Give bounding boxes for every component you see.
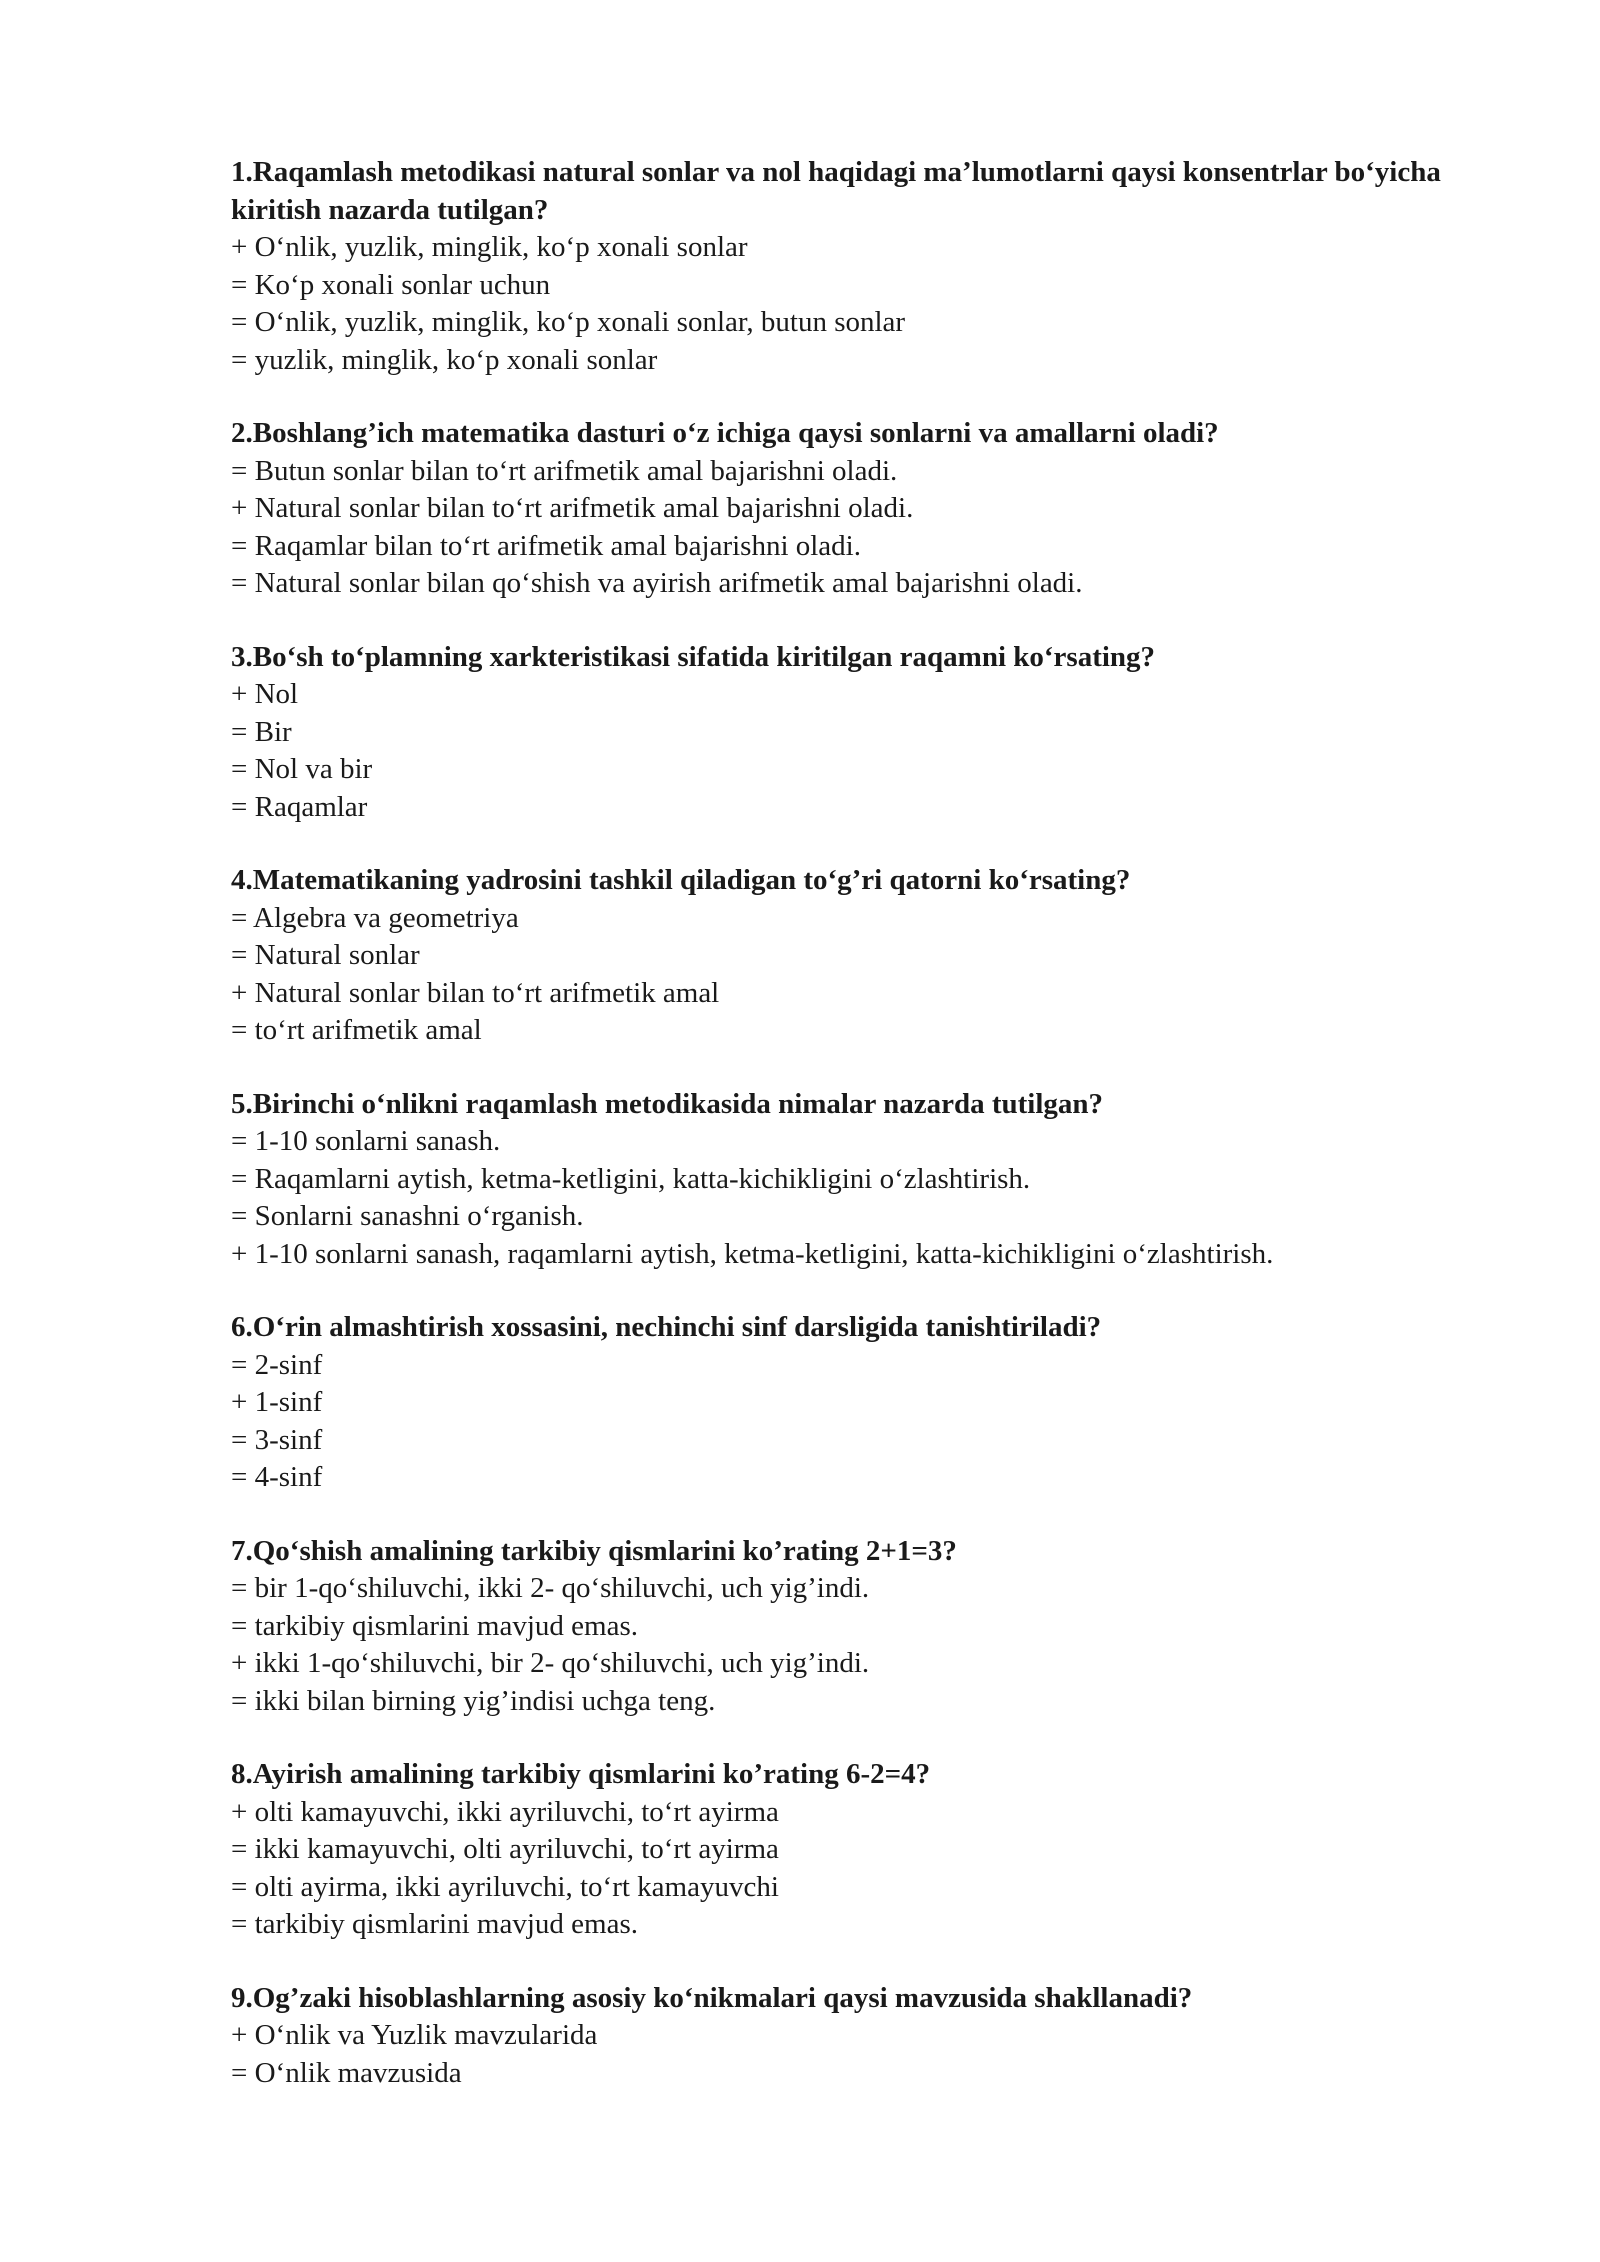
question-5 [231,1086,1471,1274]
answer-option: = Nol va bir [231,753,373,785]
answer-option: = olti ayirma, ikki ayriluvchi, to‘rt kamayuvchi [231,1870,779,1903]
answer-list [231,1570,1471,1720]
question-8 [231,1756,1471,1944]
answer-option: + Natural sonlar bilan to‘rt arifmetik amal [231,976,720,1009]
answer-option: = Raqamlarni aytish, ketma-ketligini, katta-kichikligini o‘zlashtirish. [231,1162,1031,1195]
answer-option: = to‘rt arifmetik amal [231,1014,482,1046]
answer-option: = 3-sinf [231,1423,323,1456]
question-2 [231,415,1471,603]
question-title: 9.Og’zaki hisoblashlarning asosiy ko‘nikmalari qaysi mavzusida shakllanadi? [231,1981,1193,2014]
answer-list [231,229,1471,379]
answer-option: = ikki kamayuvchi, olti ayriluvchi, to‘rt ayirma [231,1833,779,1865]
answer-list [231,1347,1471,1497]
answer-option: = 4-sinf [231,1461,323,1493]
question-6 [231,1309,1471,1497]
answer-option: = tarkibiy qismlarini mavjud emas. [231,1908,638,1940]
answer-option: + O‘nlik, yuzlik, minglik, ko‘p xonali sonlar [231,231,748,263]
question-title: 1.Raqamlash metodikasi natural sonlar va nol haqidagi ma’lumotlarni qaysi konsentrlar bo‘yicha kiritish nazarda tutilgan? [231,156,1441,226]
answer-list [231,2017,1471,2092]
answer-option: = Butun sonlar bilan to‘rt arifmetik amal bajarishni oladi. [231,454,898,487]
answer-option: = bir 1-qo‘shiluvchi, ikki 2- qo‘shiluvchi, uch yig’indi. [231,1572,870,1604]
question-title: 6.O‘rin almashtirish xossasini, nechinchi sinf darsligida tanishtiriladi? [231,1311,1102,1343]
answer-option: = 1-10 sonlarni sanash. [231,1125,501,1157]
question-4 [231,862,1471,1050]
answer-option: = tarkibiy qismlarini mavjud emas. [231,1609,638,1642]
question-title: 5.Birinchi o‘nlikni raqamlash metodikasida nimalar nazarda tutilgan? [231,1087,1104,1120]
answer-option: + 1-10 sonlarni sanash, raqamlarni aytish, ketma-ketligini, katta-kichikligini o‘zlashtirish. [231,1237,1274,1270]
answer-option: = Raqamlar bilan to‘rt arifmetik amal bajarishni oladi. [231,529,861,562]
answer-option: = ikki bilan birning yig’indisi uchga teng. [231,1684,716,1717]
answer-option: + Natural sonlar bilan to‘rt arifmetik amal bajarishni oladi. [231,492,914,524]
question-3 [231,639,1471,827]
answer-option: = Natural sonlar [231,939,420,971]
question-title: 2.Boshlang’ich matematika dasturi o‘z ichiga qaysi sonlarni va amallarni oladi? [231,417,1219,449]
question-7 [231,1533,1471,1721]
answer-list [231,900,1471,1050]
question-title: 3.Bo‘sh to‘plamning xarkteristikasi sifatida kiritilgan raqamni ko‘rsating? [231,640,1156,673]
question-title: 7.Qo‘shish amalining tarkibiy qismlarini ko’rating 2+1=3? [231,1534,957,1567]
question-9 [231,1980,1471,2093]
answer-option: + Nol [231,678,299,710]
answer-option: = Algebra va geometriya [231,901,519,934]
answer-option: = Raqamlar [231,790,368,823]
answer-option: = Sonlarni sanashni o‘rganish. [231,1200,584,1232]
answer-list [231,1123,1471,1273]
question-title: 4.Matematikaning yadrosini tashkil qiladigan to‘g’ri qatorni ko‘rsating? [231,864,1131,896]
answer-option: = O‘nlik, yuzlik, minglik, ko‘p xonali sonlar, butun sonlar [231,306,906,338]
answer-option: = Ko‘p xonali sonlar uchun [231,268,551,301]
answer-option: = yuzlik, minglik, ko‘p xonali sonlar [231,343,658,376]
document-page [231,154,1471,2128]
answer-list [231,676,1471,826]
answer-option: = O‘nlik mavzusida [231,2056,462,2089]
answer-option: + olti kamayuvchi, ikki ayriluvchi, to‘rt ayirma [231,1795,779,1828]
answer-list [231,453,1471,603]
answer-list [231,1794,1471,1944]
answer-option: = Bir [231,715,292,748]
question-title: 8.Ayirish amalining tarkibiy qismlarini ko’rating 6-2=4? [231,1758,931,1790]
answer-option: + 1-sinf [231,1386,323,1418]
answer-option: = Natural sonlar bilan qo‘shish va ayirish arifmetik amal bajarishni oladi. [231,567,1083,599]
answer-option: + O‘nlik va Yuzlik mavzularida [231,2019,598,2051]
answer-option: + ikki 1-qo‘shiluvchi, bir 2- qo‘shiluvchi, uch yig’indi. [231,1647,870,1679]
question-1 [231,154,1471,379]
answer-option: = 2-sinf [231,1348,323,1381]
